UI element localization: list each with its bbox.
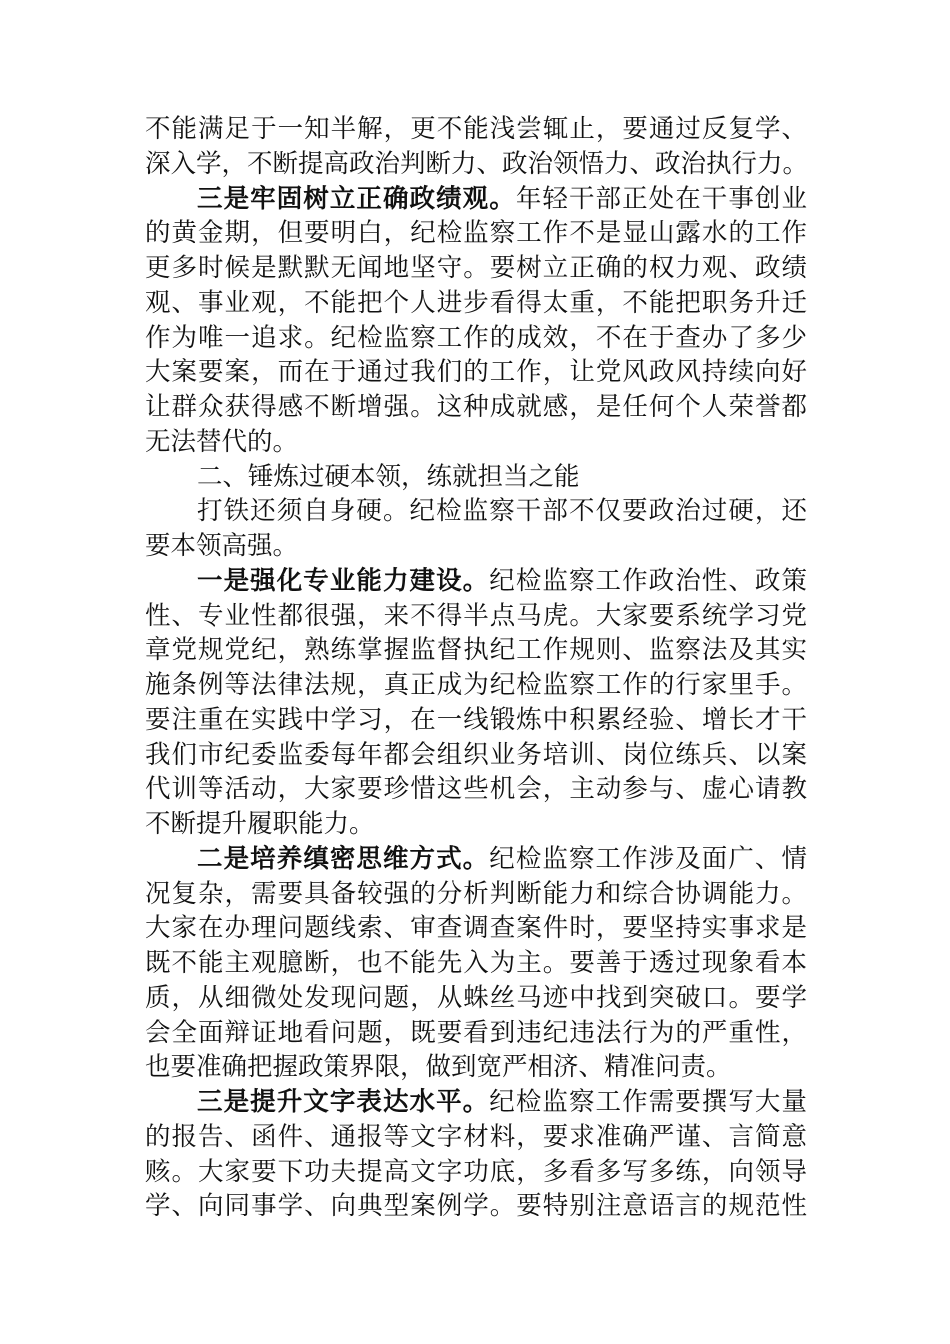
line-text: 不断提升履职能力。 [145,809,375,839]
line-text: 无法替代的。 [145,426,299,457]
text-line [145,182,807,217]
text-line [145,112,807,147]
bold-heading: 一是强化专业能力建设。 [197,565,490,596]
line-text: 赅。大家要下功夫提高文字功底，多看多写多练，向领导 [145,1156,807,1187]
line-text: 让群众获得感不断增强。这种成就感，是任何个人荣誉都 [145,392,807,422]
line-text: 要注重在实践中学习，在一线锻炼中积累经验、增长才干 [145,704,807,735]
text-line [145,877,807,912]
line-text: 既不能主观臆断，也不能先入为主。要善于透过现象看本 [145,948,807,978]
text-line [145,842,807,877]
text-line [145,286,807,321]
text-line [145,1085,807,1120]
line-text: 作为唯一追求。纪检监察工作的成效，不在于查办了多少 [145,322,807,353]
line-text: 我们市纪委监委每年都会组织业务培训、岗位练兵、以案 [145,739,807,770]
bold-heading: 三是牢固树立正确政绩观。 [197,183,516,214]
line-text: 质，从细微处发现问题，从蛛丝马迹中找到突破口。要学 [145,982,807,1013]
text-line [145,772,807,807]
text-line [145,251,807,286]
text-line [145,738,807,773]
text-line [145,425,807,460]
text-line [145,807,807,842]
text-line [145,1189,807,1224]
line-text: 深入学，不断提高政治判断力、政治领悟力、政治执行力。 [145,148,809,179]
line-text: 要本领高强。 [145,531,299,561]
line-text: 更多时候是默默无闻地坚守。要树立正确的权力观、政绩 [145,253,807,283]
text-line [145,1050,807,1085]
line-text: 会全面辩证地看问题，既要看到违纪违法行为的严重性， [145,1017,807,1048]
line-text: 况复杂，需要具备较强的分析判断能力和综合协调能力。 [145,878,807,909]
text-line [145,529,807,564]
line-text: 年轻干部正处在干事创业 [515,183,807,214]
line-text: 章党规党纪，熟练掌握监督执纪工作规则、监察法及其实 [145,635,807,666]
text-line [145,946,807,981]
text-line [145,390,807,425]
line-text: 学、向同事学、向典型案例学。要特别注意语言的规范性 [145,1191,807,1222]
bold-heading: 三是提升文字表达水平。 [197,1087,490,1117]
line-text: 大案要案，而在于通过我们的工作，让党风政风持续向好 [145,357,807,388]
line-text: 代训等活动，大家要珍惜这些机会，主动参与、虚心请教 [145,774,807,805]
text-line [145,703,807,738]
line-text: 大家在办理问题线索、审查调查案件时，要坚持实事求是 [145,913,807,944]
line-text: 观、事业观，不能把个人进步看得太重，不能把职务升迁 [145,287,807,318]
text-line [145,494,807,529]
text-line [145,147,807,182]
text-line [145,633,807,668]
line-text: 二、锤炼过硬本领，练就担当之能 [197,461,580,492]
text-line [145,981,807,1016]
text-line [145,1016,807,1051]
text-line [145,321,807,356]
line-text: 施条例等法律法规，真正成为纪检监察工作的行家里手。 [145,670,807,700]
line-text: 纪检监察工作政治性、政策 [489,565,807,596]
line-text: 的报告、函件、通报等文字材料，要求准确严谨、言简意 [145,1121,807,1152]
text-line [145,216,807,251]
line-text: 不能满足于一知半解，更不能浅尝辄止，要通过反复学、 [145,114,807,144]
text-line [145,460,807,495]
line-text: 纪检监察工作涉及面广、情 [489,843,807,874]
line-text: 也要准确把握政策界限，做到宽严相济、精准问责。 [145,1052,732,1083]
line-text: 打铁还须自身硬。纪检监察干部不仅要政治过硬，还 [197,496,807,527]
text-line [145,564,807,599]
line-text: 性、专业性都很强，来不得半点马虎。大家要系统学习党 [145,600,807,631]
text-line [145,599,807,634]
bold-heading: 二是培养缜密思维方式。 [197,843,490,874]
document-page [145,112,807,1224]
text-line [145,1120,807,1155]
text-line [145,668,807,703]
line-text: 的黄金期，但要明白，纪检监察工作不是显山露水的工作 [145,218,807,249]
text-line [145,911,807,946]
line-text: 纪检监察工作需要撰写大量 [489,1087,807,1117]
text-line [145,355,807,390]
text-line [145,1155,807,1190]
